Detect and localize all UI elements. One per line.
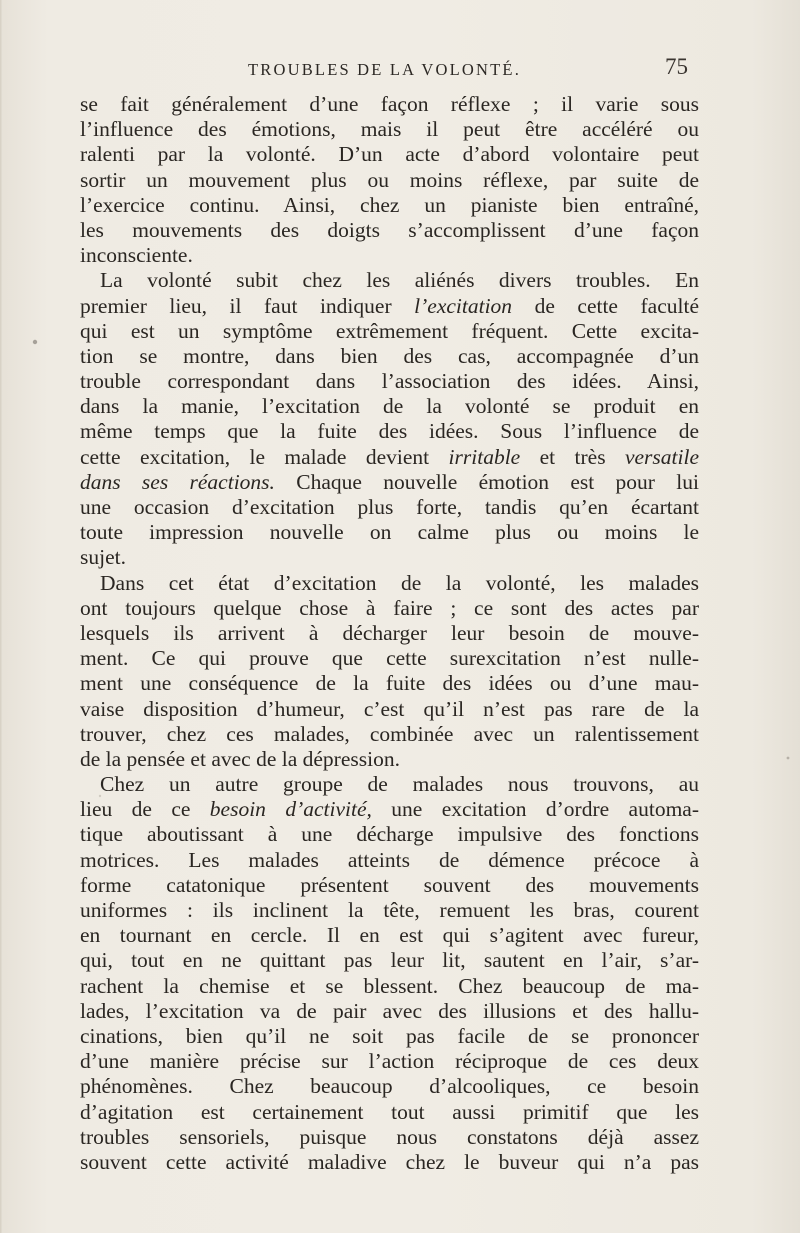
paper-speck — [787, 757, 790, 760]
text-segment: ralenti par la volonté. D’un acte d’abord volontaire peut — [80, 142, 699, 167]
text-line — [80, 520, 699, 545]
paper-speck — [33, 340, 37, 344]
text-line — [80, 697, 699, 722]
text-segment: lieu de ce — [80, 797, 210, 822]
text-line — [80, 218, 699, 243]
text-segment: ment. Ce qui prouve que cette surexcitation n’est nulle- — [80, 646, 699, 671]
text-segment: phénomènes. Chez beaucoup d’alcooliques, ce besoin — [80, 1074, 699, 1099]
text-line — [80, 999, 699, 1024]
text-line — [80, 117, 699, 142]
text-segment: Dans cet état d’excitation de la volonté, les malades — [100, 570, 699, 595]
text-segment: dans la manie, l’excitation de la volonté se produit en — [80, 394, 699, 419]
text-segment: trouver, chez ces malades, combinée avec un ralentissement — [80, 721, 699, 746]
text-line — [80, 243, 699, 268]
text-segment: d’agitation est certainement tout aussi primitif que les — [80, 1099, 699, 1124]
text-segment: cette excitation, le malade devient — [80, 444, 449, 469]
text-line — [80, 596, 699, 621]
text-line — [80, 545, 699, 570]
text-segment: trouble correspondant dans l’association des idées. Ainsi, — [80, 369, 699, 394]
text-line — [80, 1074, 699, 1099]
text-segment: inconsciente. — [80, 243, 193, 268]
text-line — [80, 1024, 699, 1049]
text-segment: Chaque nouvelle émotion est pour lui — [274, 469, 699, 494]
text-line — [80, 571, 699, 596]
text-segment: qui est un symptôme extrêmement fréquent. Cette excita- — [80, 318, 699, 343]
text-segment: de cette faculté — [512, 293, 699, 318]
text-segment: qui, tout en ne quittant pas leur lit, sautent en l’air, s’ar- — [80, 948, 699, 973]
text-line — [80, 319, 699, 344]
text-line — [80, 1150, 699, 1175]
text-line — [80, 873, 699, 898]
text-line — [80, 294, 699, 319]
text-segment: premier lieu, il faut indiquer — [80, 293, 415, 318]
text-segment: même temps que la fuite des idées. Sous l’influence de — [80, 419, 699, 444]
text-line — [80, 722, 699, 747]
text-line — [80, 848, 699, 873]
text-segment: souvent cette activité maladive chez le buveur qui n’a pas — [80, 1149, 699, 1174]
text-segment: troubles sensoriels, puisque nous constatons déjà assez — [80, 1124, 699, 1149]
text-segment: tique aboutissant à une décharge impulsive des fonctions — [80, 822, 699, 847]
running-title: TROUBLES DE LA VOLONTÉ. — [248, 60, 522, 79]
text-line — [80, 822, 699, 847]
text-segment: et très — [520, 444, 625, 469]
italic-text: besoin d’activité, — [209, 797, 372, 822]
text-segment: l’influence des émotions, mais il peut être accéléré ou — [80, 117, 699, 142]
text-segment: rachent la chemise et se blessent. Chez beaucoup de ma- — [80, 973, 699, 998]
text-line — [80, 168, 699, 193]
text-segment: ment une conséquence de la fuite des idées ou d’une mau- — [80, 671, 699, 696]
text-line — [80, 142, 699, 167]
text-line — [80, 369, 699, 394]
running-header — [80, 56, 700, 86]
text-line — [80, 92, 699, 117]
text-segment: les mouvements des doigts s’accomplissent d’une façon — [80, 217, 699, 242]
text-segment: ont toujours quelque chose à faire ; ce sont des actes par — [80, 595, 699, 620]
text-line — [80, 445, 699, 470]
text-segment: une excitation d’ordre automa- — [371, 797, 699, 822]
text-line — [80, 621, 699, 646]
italic-text: dans ses réactions. — [80, 469, 275, 494]
text-line — [80, 1049, 699, 1074]
text-segment: une occasion d’excitation plus forte, tandis qu’en écartant — [80, 495, 699, 519]
text-line — [80, 671, 699, 696]
text-segment: sujet. — [80, 545, 126, 570]
text-line — [80, 747, 699, 772]
text-segment: cinations, bien qu’il ne soit pas facile de se prononcer — [80, 1023, 699, 1048]
text-line — [80, 772, 699, 797]
text-line — [80, 495, 699, 520]
text-line — [80, 344, 699, 369]
text-segment: La volonté subit chez les aliénés divers troubles. En — [100, 268, 699, 293]
text-segment: Chez un autre groupe de malades nous trouvons, au — [100, 772, 699, 797]
text-segment: forme catatonique présentent souvent des mouvements — [80, 872, 699, 897]
page-number: 75 — [665, 54, 688, 79]
text-segment: lesquels ils arrivent à décharger leur besoin de mouve- — [80, 620, 699, 645]
body-text — [80, 92, 699, 1175]
text-line — [80, 419, 699, 444]
text-segment: d’une manière précise sur l’action réciproque de ces deux — [80, 1049, 699, 1074]
text-line — [80, 646, 699, 671]
text-segment: toute impression nouvelle on calme plus ou moins le — [80, 520, 699, 545]
text-line — [80, 797, 699, 822]
italic-text: versatile — [624, 444, 699, 469]
italic-text: irritable — [448, 444, 521, 469]
text-segment: tion se montre, dans bien des cas, accompagnée d’un — [80, 343, 699, 368]
text-line — [80, 948, 699, 973]
text-line — [80, 470, 699, 495]
text-segment: motrices. Les malades atteints de démence précoce à — [80, 847, 699, 872]
text-segment: uniformes : ils inclinent la tête, remuent les bras, courent — [80, 898, 699, 922]
text-line — [80, 923, 699, 948]
text-segment: de la pensée et avec de la dépression. — [80, 746, 400, 771]
text-line — [80, 974, 699, 999]
text-segment: l’exercice continu. Ainsi, chez un pianiste bien entraîné, — [80, 192, 699, 217]
text-segment: vaise disposition d’humeur, c’est qu’il n’est pas rare de la — [80, 696, 699, 721]
text-segment: sortir un mouvement plus ou moins réflexe, par suite de — [80, 167, 699, 192]
text-segment: en tournant en cercle. Il en est qui s’agitent avec fureur, — [80, 923, 699, 948]
text-line — [80, 268, 699, 293]
text-segment: se fait généralement d’une façon réflexe ; il varie sous — [80, 92, 699, 116]
text-line — [80, 1125, 699, 1150]
italic-text: l’excitation — [414, 293, 513, 318]
text-line — [80, 193, 699, 218]
text-line — [80, 394, 699, 419]
text-line — [80, 1100, 699, 1125]
text-segment: lades, l’excitation va de pair avec des illusions et des hallu- — [80, 998, 699, 1023]
text-line — [80, 898, 699, 923]
